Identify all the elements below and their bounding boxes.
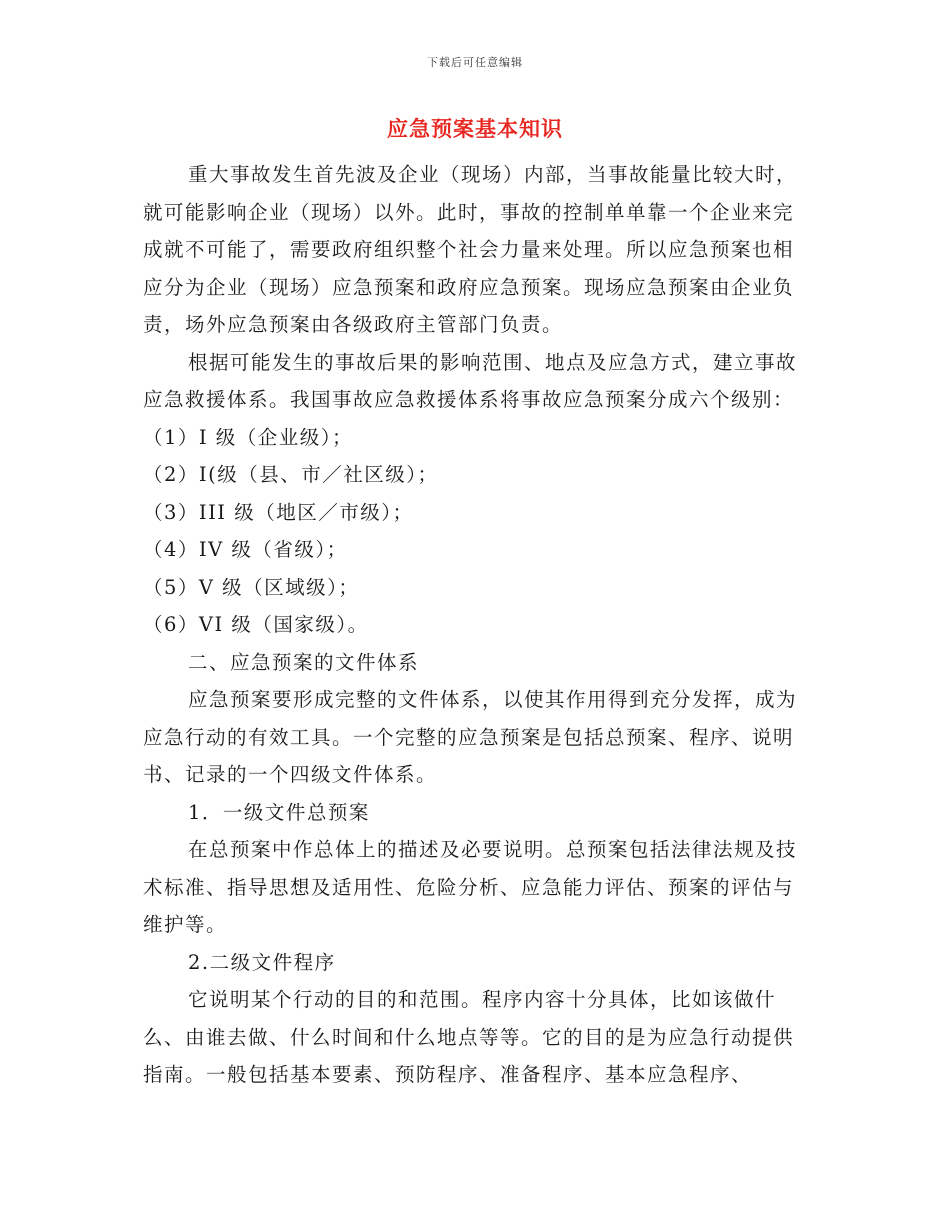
paragraph-level2-file: 它说明某个行动的目的和范围。程序内容十分具体，比如该做什么、由谁去做、什么时间和什么地点等等。它的目的是为应急行动提供指南。一般包括基本要素、预防程序、准备程序、基本应急程序、 — [143, 988, 795, 1086]
paragraph-file-system: 应急预案要形成完整的文件体系，以使其作用得到充分发挥，成为应急行动的有效工具。一个完整的应急预案是包括总预案、程序、说明书、记录的一个四级文件体系。 — [143, 688, 798, 786]
level-item-4: （4）IV 级（省级）； — [143, 538, 348, 561]
document-body — [143, 156, 808, 1094]
level-item-5: （5）V 级（区域级）； — [143, 575, 360, 599]
paragraph-intro: 重大事故发生首先波及企业（现场）内部，当事故能量比较大时，就可能影响企业（现场）以外。此时，事故的控制单单靠一个企业来完成就不可能了，需要政府组织整个社会力量来处理。所以应急预案也相应分为企业（现场）应急预案和政府应急预案。现场应急预案由企业负责，场外应急预案由各级政府主管部门负责。 — [143, 163, 798, 336]
subheading-level1-file: 1．一级文件总预案 — [188, 800, 370, 824]
page-header-note: 下载后可任意编辑 — [427, 56, 523, 69]
paragraph-levels-intro: 根据可能发生的事故后果的影响范围、地点及应急方式，建立事故应急救援体系。我国事故应急救援体系将事故应急预案分成六个级别： — [143, 350, 798, 411]
level-item-3: （3）III 级（地区／市级）； — [143, 500, 414, 524]
level-item-1: （1）I 级（企业级）； — [143, 425, 354, 449]
section-heading-file-system: 二、应急预案的文件体系 — [188, 650, 420, 674]
paragraph-level1-file: 在总预案中作总体上的描述及必要说明。总预案包括法律法规及技术标准、指导思想及适用性、危险分析、应急能力评估、预案的评估与维护等。 — [143, 838, 798, 936]
document-title: 应急预案基本知识 — [387, 117, 563, 141]
subheading-level2-file: 2.二级文件程序 — [188, 950, 336, 974]
level-item-2: （2）I(级（县、市／社区级）； — [143, 463, 439, 486]
level-item-6: （6）VI 级（国家级）。 — [143, 613, 369, 636]
